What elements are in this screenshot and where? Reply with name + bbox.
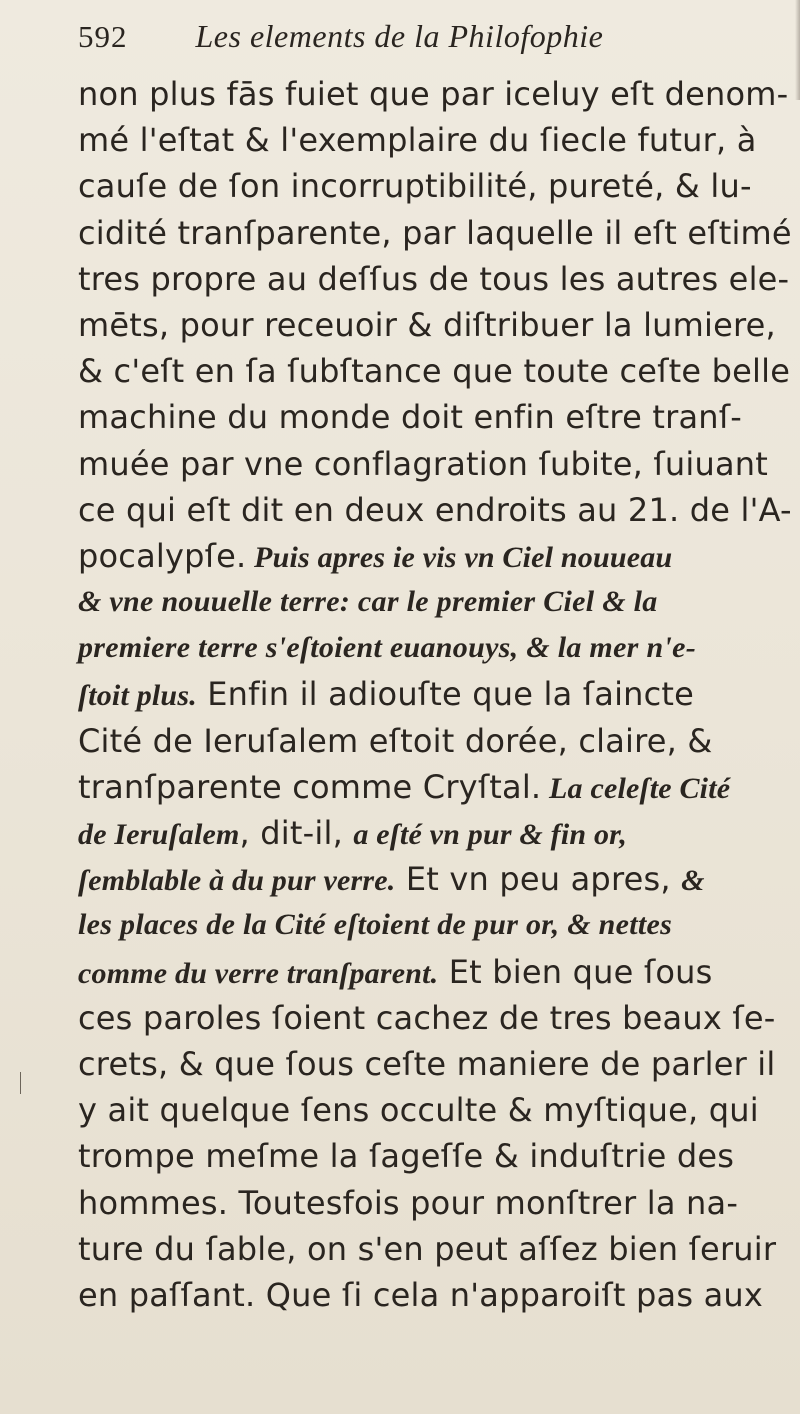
- quotation-italic: ſemblable à du pur verre.: [78, 864, 396, 898]
- text-roman: pocalypſe.: [78, 536, 247, 575]
- quotation-line: & vne nouuelle terre: car le premier Ciel & la: [78, 585, 658, 619]
- quotation-line: les places de la Cité eſtoient de pur or, & nettes: [78, 908, 673, 942]
- text-line: ces paroles ſoient cachez de tres beaux ſe-: [78, 998, 776, 1037]
- quotation-line: premiere terre s'eſtoient euanouys, & la mer n'e-: [78, 631, 696, 665]
- text-roman: Et vn peu apres,: [395, 860, 682, 899]
- text-line: Cité de Ieruſalem eſtoit dorée, claire, &: [78, 721, 713, 760]
- text-line: [78, 764, 800, 810]
- text-roman: , dit-il,: [239, 814, 354, 852]
- page-number: 592: [78, 19, 128, 54]
- text-line: mé l'eſtat & l'exemplaire du ſiecle futur, à: [78, 121, 757, 160]
- text-line: en paſſant. Que ſi cela n'apparoiſt pas aux: [78, 1275, 764, 1314]
- text-line: cauſe de ſon incorruptibilité, pureté, & lu-: [78, 167, 752, 206]
- text-roman: Et bien que ſous: [438, 952, 713, 991]
- text-line: ture du ſable, on s'en peut aſſez bien ſeruir: [78, 1229, 777, 1268]
- text-line: non plus fās fuiet que par iceluy eſt denom-: [78, 75, 789, 113]
- text-line: muée par vne conflagration ſubite, ſuiuant: [78, 444, 768, 483]
- quotation-italic: La celeſte Cité: [541, 771, 731, 805]
- margin-mark: [20, 1072, 21, 1094]
- text-line: [78, 810, 800, 856]
- text-line: ce qui eſt dit en deux endroits au 21. de l'A-: [78, 490, 792, 529]
- text-line: & c'eſt en ſa ſubſtance que toute ceſte belle: [78, 352, 791, 391]
- quotation-italic: de Ieruſalem: [78, 818, 240, 851]
- quotation-italic: Puis apres ie vis vn Ciel nouueau: [246, 540, 673, 574]
- quotation-italic: &: [681, 864, 705, 898]
- text-line: crets, & que ſous ceſte maniere de parler il: [78, 1044, 776, 1083]
- text-line: trompe meſme la ſageſſe & induſtrie des: [78, 1137, 735, 1176]
- text-line: y ait quelque ſens occulte & myſtique, qui: [78, 1091, 759, 1130]
- text-roman: Enfin il adiouſte que la ſaincte: [196, 675, 695, 714]
- text-line: mēts, pour receuoir & diſtribuer la lumiere,: [78, 305, 776, 344]
- running-header: [78, 18, 738, 68]
- text-line: machine du monde doit enfin eſtre tranſ-: [78, 398, 742, 437]
- text-line: [78, 533, 800, 579]
- text-line: [78, 856, 800, 902]
- text-roman: tranſparente comme Cryſtal.: [78, 767, 542, 806]
- text-line: [78, 949, 800, 995]
- quotation-italic: comme du verre tranſparent.: [78, 956, 439, 990]
- quotation-italic: ſtoit plus.: [78, 679, 197, 713]
- running-title: Les elements de la Philofophie: [195, 18, 604, 54]
- text-line: [78, 671, 800, 717]
- text-line: tres propre au deſſus de tous les autres ele-: [78, 259, 790, 298]
- quotation-italic: a eſté vn pur & fin or,: [353, 818, 628, 851]
- text-line: hommes. Toutesfois pour monſtrer la na-: [78, 1183, 739, 1222]
- text-line: cidité tranſparente, par laquelle il eſt eſtimé: [78, 213, 792, 252]
- body-text: [78, 71, 800, 1318]
